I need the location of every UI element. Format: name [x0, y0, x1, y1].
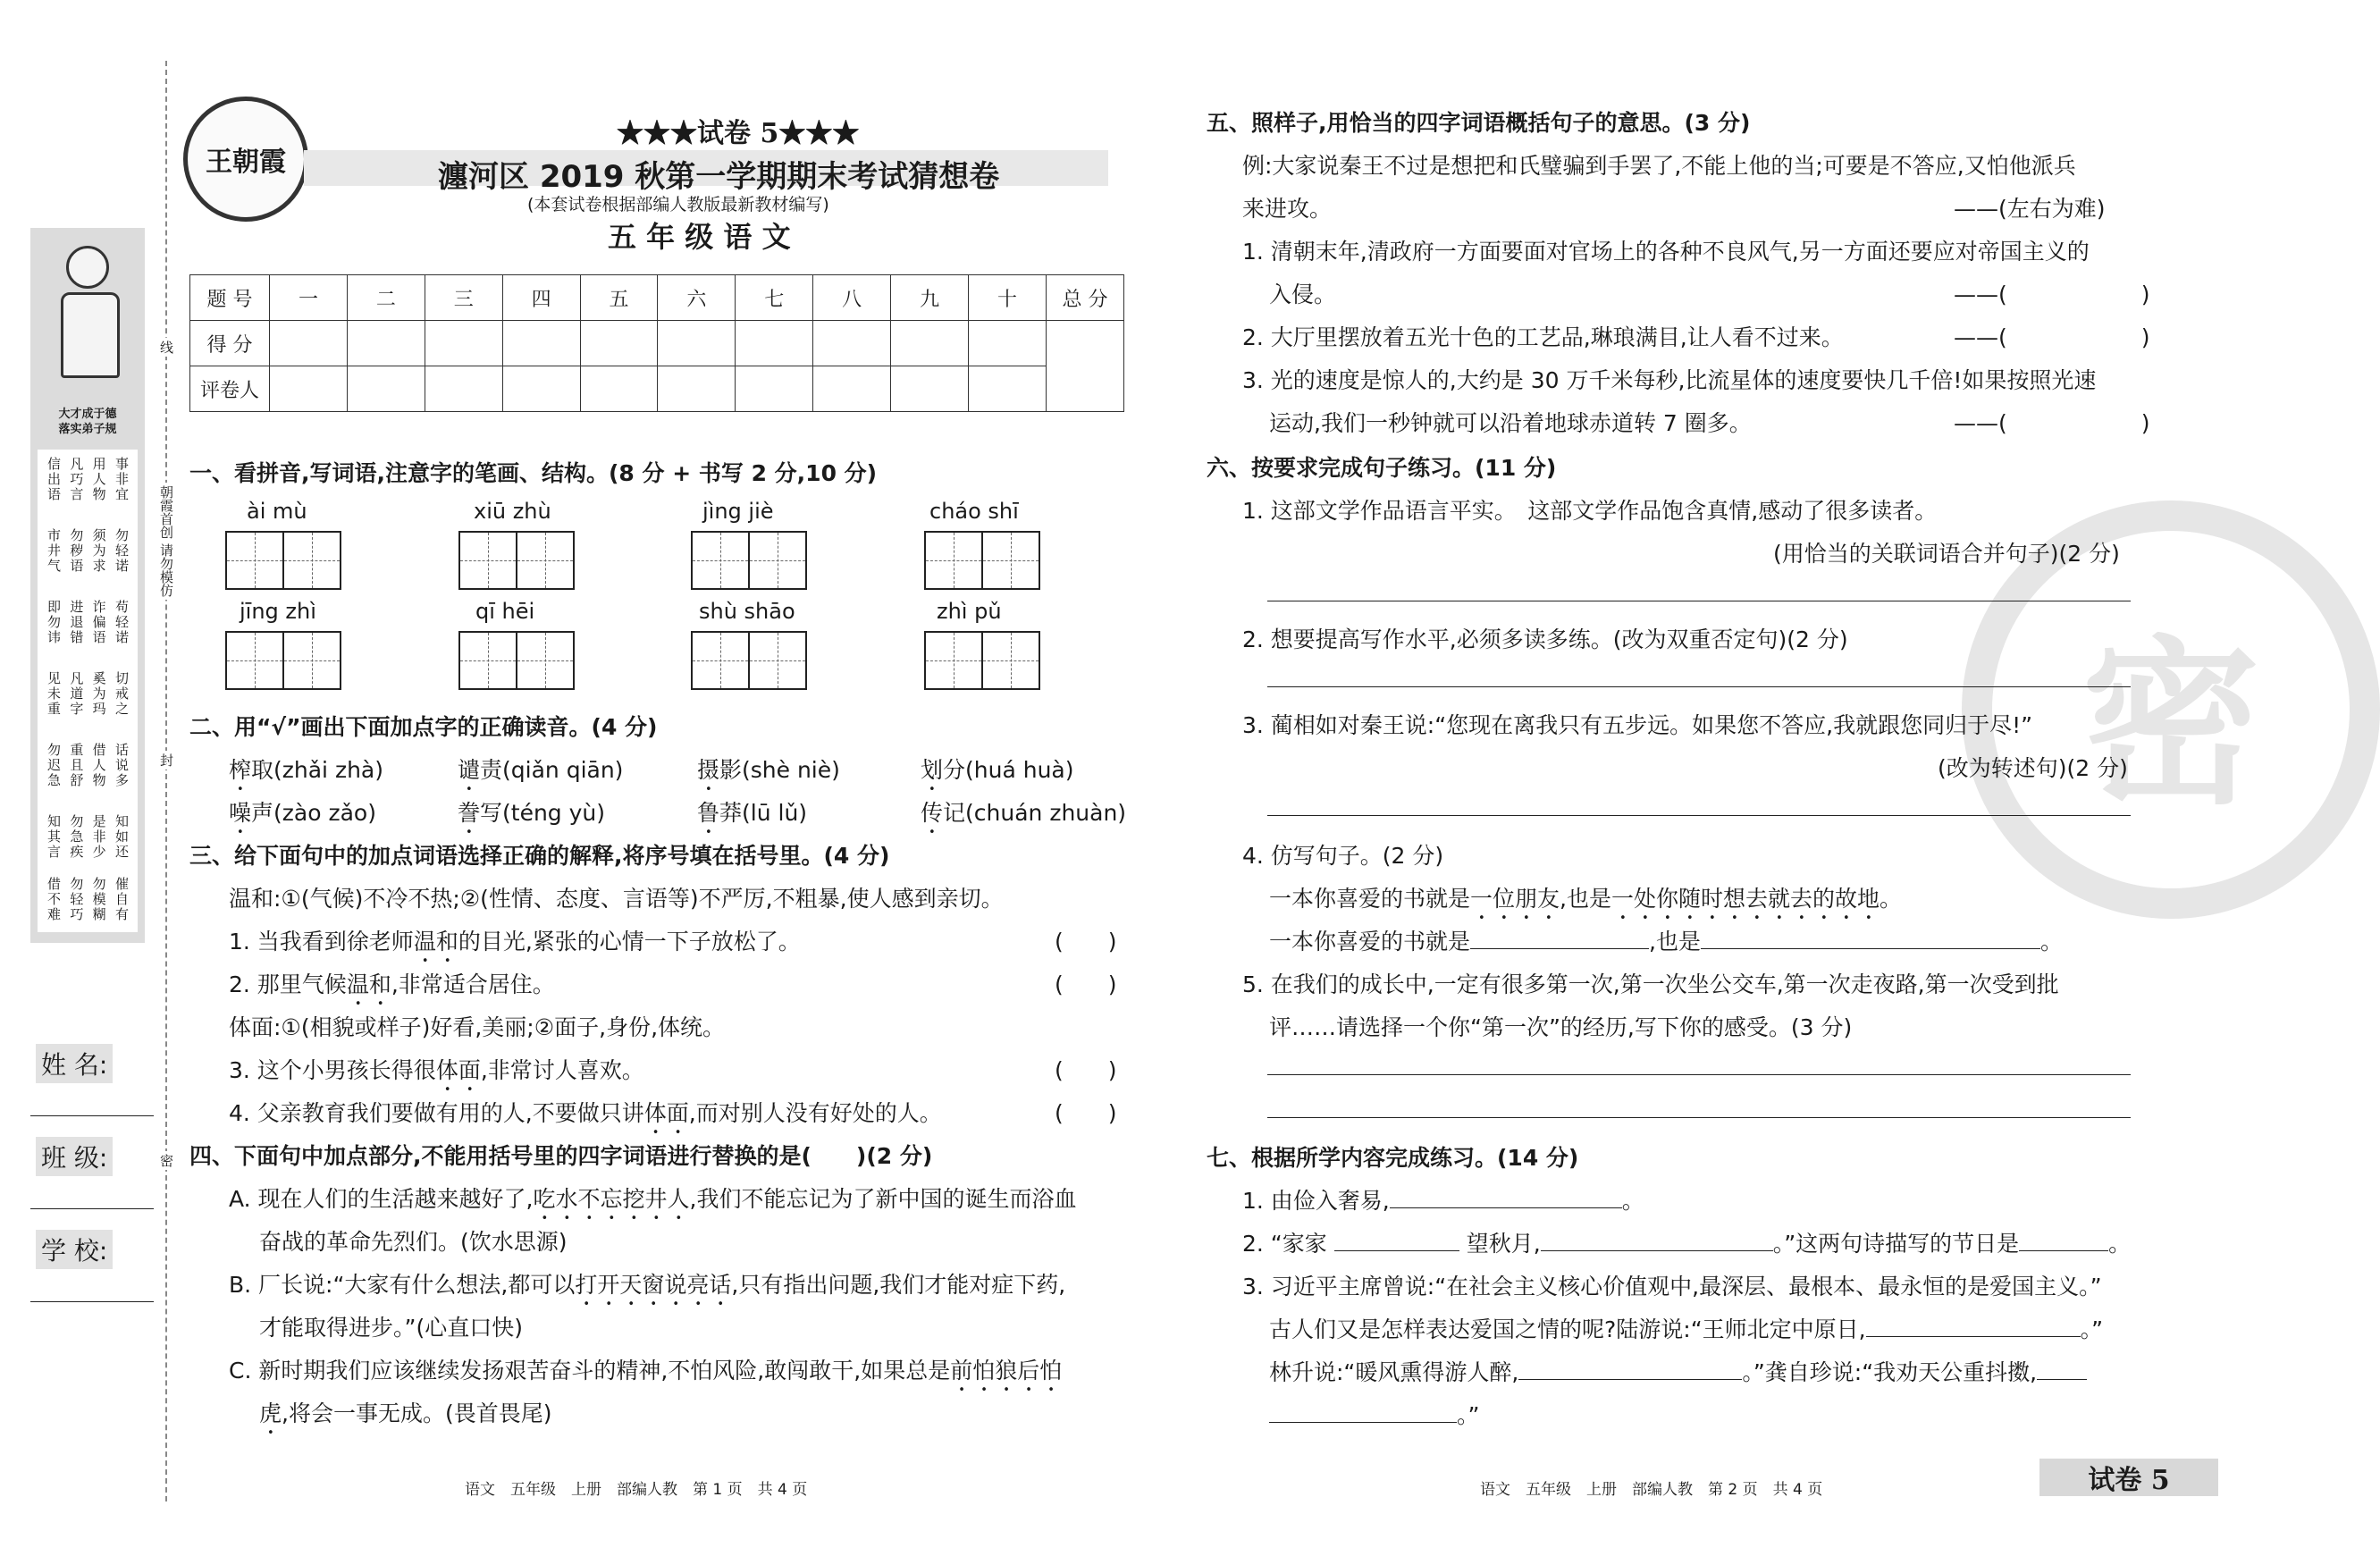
fill-blank[interactable]: [2019, 1250, 2108, 1251]
school-field[interactable]: [30, 1301, 154, 1302]
q2-item[interactable]: 噪声(zào zǎo): [229, 800, 376, 826]
advice: 信出语: [46, 457, 62, 502]
footer-left: 语文 五年级 上册 部编人教 第 1 页 共 4 页: [465, 1481, 808, 1499]
q6-item-1: 1. 这部文学作品语言平实。 这部文学作品饱含真情,感动了很多读者。: [1242, 498, 1938, 524]
q3-definition-2: 体面:①(相貌或样子)好看,美丽;②面子,身份,体统。: [229, 1014, 726, 1040]
advice: 勿急疾: [68, 814, 85, 860]
score-header: 总 分: [1047, 275, 1124, 321]
advice: 勿秽语: [68, 528, 85, 574]
motto-line-2: 落实弟子规: [58, 423, 117, 436]
q6-item-2: 2. 想要提高写作水平,必须多读多练。(改为双重否定句)(2 分): [1242, 627, 1848, 652]
q6-item-3-req: (改为转述句)(2 分): [1938, 755, 2128, 781]
fill-blank[interactable]: [1334, 1250, 1459, 1251]
score-cell[interactable]: [891, 321, 969, 366]
q1-title: 一、看拼音,写词语,注意字的笔画、结构。(8 分 + 书写 2 分,10 分): [189, 460, 878, 486]
q3-sentence-4: 4. 父亲教育我们要做有用的人,不要做只讲体面,而对别人没有好处的人。: [229, 1100, 942, 1126]
exam-title: 瀍河区 2019 秋第一学期期末考试猜想卷: [438, 159, 1000, 195]
q5-item-3-cont: 运动,我们一秒钟就可以沿着地球赤道转 7 圈多。: [1269, 410, 1752, 436]
grader-cell[interactable]: [891, 366, 969, 412]
q5-item-1: 1. 清朝末年,清政府一方面要面对官场上的各种不良风气,另一方面还要应对帝国主义的: [1242, 239, 2090, 265]
q2-item[interactable]: 榨取(zhǎi zhà): [229, 757, 383, 783]
q7-item-3-lin-sheng: 林升说:“暖风熏得游人醉, 。”龚自珍说:“我劝天公重抖擞,: [1269, 1355, 2087, 1387]
fill-blank[interactable]: [1701, 948, 2040, 949]
advice-row-3: [43, 600, 132, 645]
advice-row-7: [43, 877, 132, 922]
score-row: [190, 321, 1124, 366]
pinyin: cháo shī: [929, 499, 1019, 524]
score-cell[interactable]: [347, 321, 425, 366]
writing-grid[interactable]: [225, 531, 340, 590]
advice: 知如还: [113, 814, 130, 860]
pinyin: ài mù: [247, 499, 307, 524]
q5-title: 五、照样子,用恰当的四字词语概括句子的意思。(3 分): [1207, 110, 1751, 136]
paper-badge-text: 试卷 5: [2088, 1465, 2170, 1496]
fill-blank[interactable]: [1390, 1207, 1622, 1208]
grader-cell[interactable]: [425, 366, 502, 412]
class-label: 班 级:: [36, 1137, 113, 1176]
q2-item[interactable]: 传记(chuán zhuàn): [921, 800, 1127, 826]
score-header: 六: [658, 275, 736, 321]
q3-title: 三、给下面句中的加点词语选择正确的解释,将序号填在括号里。(4 分): [189, 843, 890, 869]
subject-title: 五 年 级 语 文: [608, 220, 791, 254]
advice: 事非宜: [113, 457, 130, 502]
q6-item-5-cont: 评……请选择一个你“第一次”的经历,写下你的感受。(3 分): [1269, 1014, 1853, 1040]
grader-cell[interactable]: [580, 366, 658, 412]
writing-grid[interactable]: [458, 631, 573, 690]
grader-cell[interactable]: [658, 366, 736, 412]
fill-blank[interactable]: [1866, 1336, 2081, 1337]
advice: 用人物: [90, 457, 107, 502]
motto: [39, 407, 136, 437]
q6-answer-line[interactable]: [1267, 1117, 2131, 1118]
scholar-illustration: [61, 246, 114, 380]
q5-item-3: 3. 光的速度是惊人的,大约是 30 万千米每秒,比流星体的速度要快几千倍!如果按照光速: [1242, 367, 2097, 393]
q2-item[interactable]: 誊写(téng yù): [458, 800, 606, 826]
score-cell[interactable]: [502, 321, 580, 366]
grader-cell[interactable]: [502, 366, 580, 412]
binding-mark-line: 线: [157, 338, 176, 357]
pinyin: jìng jiè: [702, 499, 774, 524]
advice: 须为求: [90, 528, 107, 574]
advice: 催自有: [113, 877, 130, 922]
logo: [183, 97, 308, 222]
q5-answer-blank[interactable]: ——( ): [1954, 282, 2150, 307]
q6-item-3: 3. 蔺相如对秦王说:“您现在离我只有五步远。如果您不答应,我就跟您同归于尽!”: [1242, 712, 2033, 738]
grader-cell[interactable]: [813, 366, 891, 412]
writing-grid[interactable]: [691, 631, 805, 690]
q2-item[interactable]: 摄影(shè niè): [697, 757, 840, 783]
q7-item-3-gong-zizhen: 。”: [1269, 1398, 1479, 1430]
pinyin: shù shāo: [699, 599, 795, 624]
advice: 市井气: [46, 528, 62, 574]
writing-grid[interactable]: [691, 531, 805, 590]
advice: 诈偏语: [90, 600, 107, 645]
binding-line: [165, 61, 167, 1501]
score-cell[interactable]: [658, 321, 736, 366]
advice-row-6: [43, 814, 132, 860]
watermark-text: 密: [2081, 620, 2261, 829]
advice: 话说多: [113, 743, 130, 788]
score-header-row: [190, 275, 1124, 321]
advice: 借不难: [46, 877, 62, 922]
fill-blank[interactable]: [1518, 1379, 1742, 1380]
score-cell[interactable]: [969, 321, 1047, 366]
logo-text: 王朝霞: [206, 147, 286, 178]
q7-item-1: 1. 由俭入奢易, 。: [1242, 1188, 1644, 1214]
advice: 勿轻巧: [68, 877, 85, 922]
advice: 苟轻诺: [113, 600, 130, 645]
q7-item-3-lu-you: 古人们又是怎样表达爱国之情的呢?陆游说:“王师北定中原日, 。”: [1269, 1316, 2104, 1342]
advice-row-5: [43, 743, 132, 788]
score-header: 二: [347, 275, 425, 321]
name-field[interactable]: [30, 1115, 154, 1116]
advice-row-2: [43, 528, 132, 574]
school-label: 学 校:: [36, 1230, 113, 1269]
q4-title: 四、下面句中加点部分,不能用括号里的四字词语进行替换的是( )(2 分): [189, 1143, 933, 1169]
advice: 借人物: [90, 743, 107, 788]
advice: 勿模糊: [90, 877, 107, 922]
fill-blank[interactable]: [2037, 1379, 2087, 1380]
sidebar-panel: [30, 228, 145, 943]
q3-sentence-1: 1. 当我看到徐老师温和的目光,紧张的心情一下子放松了。: [229, 929, 801, 955]
q6-item-4-example: 一本你喜爱的书就是一位朋友,也是一处你随时想去就去的故地。: [1269, 886, 1903, 912]
score-table: [189, 274, 1124, 412]
binding-note: 朝霞首创 请勿模仿: [157, 483, 176, 600]
pinyin: xiū zhù: [474, 499, 551, 524]
score-header: 题 号: [190, 275, 270, 321]
fill-blank[interactable]: [1541, 1250, 1773, 1251]
paper-badge: [2039, 1459, 2218, 1496]
binding-mark-secret: 密: [157, 1151, 176, 1170]
q4-option-a[interactable]: A. 现在人们的生活越来越好了,吃水不忘挖井人,我们不能忘记为了新中国的诞生而浴血: [229, 1186, 1077, 1212]
score-header: 四: [502, 275, 580, 321]
grader-cell[interactable]: [347, 366, 425, 412]
q4-option-b-cont: 才能取得进步。”(心直口快): [259, 1315, 523, 1341]
q5-answer-blank[interactable]: ——( ): [1954, 410, 2150, 436]
score-header: 九: [891, 275, 969, 321]
q5-item-1-cont: 入侵。: [1269, 282, 1337, 307]
q6-item-1-req: (用恰当的关联词语合并句子)(2 分): [1773, 541, 2120, 567]
q6-title: 六、按要求完成句子练习。(11 分): [1207, 455, 1557, 481]
q2-title: 二、用“√”画出下面加点字的正确读音。(4 分): [189, 714, 658, 740]
q5-answer-blank[interactable]: ——( ): [1954, 324, 2150, 350]
grader-row: [190, 366, 1124, 412]
score-header: 八: [813, 275, 891, 321]
q2-item[interactable]: 谴责(qiǎn qiān): [458, 757, 624, 783]
fill-blank[interactable]: [1269, 1422, 1457, 1423]
q3-answer-bracket[interactable]: ( ): [1055, 929, 1117, 955]
q2-item[interactable]: 鲁莽(lū lǔ): [697, 800, 808, 826]
q6-answer-line[interactable]: [1267, 815, 2131, 816]
q3-sentence-3: 3. 这个小男孩长得很体面,非常讨人喜欢。: [229, 1057, 644, 1083]
q7-item-2: 2. “家家 望秋月, 。”这两句诗描写的节日是 。: [1242, 1231, 2132, 1257]
advice: 奚为玛: [90, 671, 107, 717]
q5-example-answer: ——(左右为难): [1954, 196, 2106, 222]
q3-answer-bracket[interactable]: ( ): [1055, 1057, 1117, 1083]
exam-subtitle: (本套试卷根据部编人教版最新教材编写): [527, 195, 829, 214]
q3-definition-1: 温和:①(气候)不冷不热;②(性情、态度、言语等)不严厉,不粗暴,使人感到亲切。: [229, 886, 1004, 912]
q7-title: 七、根据所学内容完成练习。(14 分): [1207, 1145, 1579, 1171]
fill-blank[interactable]: [1470, 948, 1649, 949]
q4-option-a-cont: 奋战的革命先烈们。(饮水思源): [259, 1229, 568, 1255]
score-cell[interactable]: [580, 321, 658, 366]
q3-answer-bracket[interactable]: ( ): [1055, 971, 1117, 997]
score-header: 三: [425, 275, 502, 321]
writing-grid[interactable]: [924, 531, 1039, 590]
q6-item-4: 4. 仿写句子。(2 分): [1242, 843, 1444, 869]
pinyin: zhì pǔ: [937, 599, 1002, 624]
advice: 凡巧言: [68, 457, 85, 502]
advice: 切戒之: [113, 671, 130, 717]
advice: 勿迟急: [46, 743, 62, 788]
advice: 是非少: [90, 814, 107, 860]
advice: 重且舒: [68, 743, 85, 788]
advice-row-1: [43, 457, 132, 502]
writing-grid[interactable]: [458, 531, 573, 590]
footer-right: 语文 五年级 上册 部编人教 第 2 页 共 4 页: [1480, 1481, 1823, 1499]
writing-grid[interactable]: [225, 631, 340, 690]
name-label: 姓 名:: [36, 1044, 113, 1083]
score-header: 七: [736, 275, 813, 321]
paper-number: ★★★试卷 5★★★: [617, 118, 860, 149]
grader-row-label: 评卷人: [190, 366, 270, 412]
q6-item-5: 5. 在我们的成长中,一定有很多第一次,第一次坐公交车,第一次走夜路,第一次受到批: [1242, 971, 2059, 997]
q4-option-b[interactable]: B. 厂长说:“大家有什么想法,都可以打开天窗说亮话,只有指出问题,我们才能对症下药,: [229, 1272, 1066, 1298]
score-cell[interactable]: [270, 321, 348, 366]
advice: 勿轻诺: [113, 528, 130, 574]
score-cell[interactable]: [736, 321, 813, 366]
score-header: 十: [969, 275, 1047, 321]
q4-option-c[interactable]: C. 新时期我们应该继续发扬艰苦奋斗的精神,不怕风险,敢闯敢干,如果总是前怕狼后怕: [229, 1358, 1063, 1384]
grader-cell[interactable]: [270, 366, 348, 412]
q6-answer-line[interactable]: [1267, 686, 2131, 687]
advice: 知其言: [46, 814, 62, 860]
score-header: 一: [270, 275, 348, 321]
pinyin: jīng zhì: [240, 599, 316, 624]
score-row-label: 得 分: [190, 321, 270, 366]
paper-number-text: 试卷 5: [697, 118, 779, 149]
advice-row-4: [43, 671, 132, 717]
score-cell[interactable]: [425, 321, 502, 366]
grader-cell[interactable]: [736, 366, 813, 412]
motto-line-1: 大才成于德: [58, 408, 117, 421]
advice: 凡道字: [68, 671, 85, 717]
q6-answer-line[interactable]: [1267, 1074, 2131, 1075]
writing-grid[interactable]: [924, 631, 1039, 690]
advice: 见未重: [46, 671, 62, 717]
advice: 即勿讳: [46, 600, 62, 645]
score-cell[interactable]: [813, 321, 891, 366]
q5-item-2: 2. 大厅里摆放着五光十色的工艺品,琳琅满目,让人看不过来。: [1242, 324, 1844, 350]
q4-option-c-cont: 虎,将会一事无成。(畏首畏尾): [259, 1400, 552, 1426]
q5-example-cont: 来进攻。: [1242, 196, 1333, 222]
q2-item[interactable]: 划分(huá huà): [921, 757, 1074, 783]
advice: 进退错: [68, 600, 85, 645]
pinyin: qī hēi: [475, 599, 535, 624]
binding-mark-seal: 封: [157, 751, 176, 770]
q3-answer-bracket[interactable]: ( ): [1055, 1100, 1117, 1126]
grader-cell[interactable]: [969, 366, 1047, 412]
q5-example: 例:大家说秦王不过是想把和氏璧骗到手罢了,不能上他的当;可要是不答应,又怕他派兵: [1242, 153, 2076, 179]
class-field[interactable]: [30, 1208, 154, 1209]
q7-item-3: 3. 习近平主席曾说:“在社会主义核心价值观中,最深层、最根本、最永恒的是爱国主义。”: [1242, 1274, 2102, 1299]
score-header: 五: [580, 275, 658, 321]
q6-item-4-prompt: 一本你喜爱的书就是 ,也是 。: [1269, 929, 2063, 955]
q3-sentence-2: 2. 那里气候温和,非常适合居住。: [229, 971, 555, 997]
total-score-cell[interactable]: [1047, 321, 1124, 412]
